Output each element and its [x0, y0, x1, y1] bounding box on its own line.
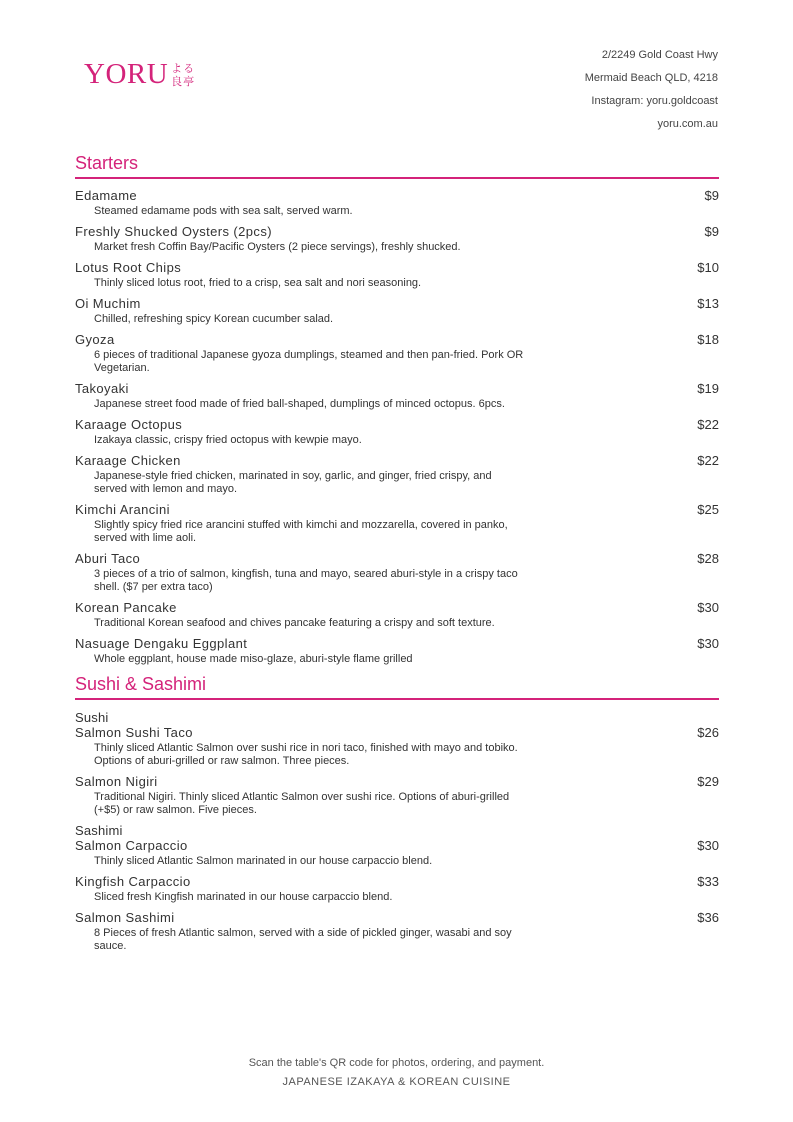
item-price: $19	[697, 381, 719, 396]
item-price: $30	[697, 838, 719, 853]
menu	[75, 151, 719, 959]
item-price: $30	[697, 636, 719, 651]
menu-item-kimchi-arancini	[75, 502, 719, 545]
item-name: Oi Muchim	[75, 296, 141, 311]
item-price: $22	[697, 453, 719, 468]
item-name: Nasuage Dengaku Eggplant	[75, 636, 248, 651]
item-price: $9	[704, 224, 719, 239]
item-description: Slightly spicy fried rice arancini stuffed with kimchi and mozzarella, covered in panko, served with lime aoli.	[94, 519, 508, 544]
footer-qr-note: Scan the table's QR code for photos, ordering, and payment.	[248, 1057, 545, 1069]
item-description: Thinly sliced Atlantic Salmon marinated in our house carpaccio blend.	[94, 855, 433, 867]
item-name: Karaage Chicken	[75, 453, 181, 468]
yoru-logo	[84, 60, 195, 89]
menu-item-eggplant	[75, 636, 719, 666]
item-description: Sliced fresh Kingfish marinated in our house carpaccio blend.	[94, 891, 393, 903]
item-description: 8 Pieces of fresh Atlantic salmon, served with a side of pickled ginger, wasabi and soy sauce.	[94, 927, 512, 952]
logo-japanese-characters	[171, 62, 195, 88]
item-price: $9	[704, 188, 719, 203]
item-description: Steamed edamame pods with sea salt, served warm.	[94, 205, 353, 217]
item-name: Salmon Sashimi	[75, 910, 175, 925]
item-price: $10	[697, 260, 719, 275]
menu-item-takoyaki	[75, 381, 719, 411]
item-name: Freshly Shucked Oysters (2pcs)	[75, 224, 272, 239]
website-link[interactable]: yoru.com.au	[657, 118, 718, 130]
item-price: $13	[697, 296, 719, 311]
logo-wordmark: YORU	[84, 58, 169, 90]
item-description: Traditional Nigiri. Thinly sliced Atlantic Salmon over sushi rice. Options of aburi-grilled (+$5) or raw salmon. Five pieces.	[94, 791, 510, 816]
item-description: Chilled, refreshing spicy Korean cucumber salad.	[94, 313, 334, 325]
menu-item-lotus-root-chips	[75, 260, 719, 290]
address-line-1: 2/2249 Gold Coast Hwy	[601, 49, 718, 61]
page-footer	[0, 1054, 793, 1092]
sushi-subheading: Sushi	[75, 710, 109, 725]
item-name: Salmon Carpaccio	[75, 838, 188, 853]
starters-section	[75, 151, 719, 666]
item-description: Whole eggplant, house made miso-glaze, aburi-style flame grilled	[94, 653, 413, 665]
sushi-sashimi-title: Sushi & Sashimi	[75, 672, 719, 700]
starters-title: Starters	[75, 151, 719, 179]
item-description: Izakaya classic, crispy fried octopus with kewpie mayo.	[94, 434, 362, 446]
item-name: Lotus Root Chips	[75, 260, 182, 275]
logo-jp-bottom: 良亭	[171, 74, 196, 88]
item-description: Market fresh Coffin Bay/Pacific Oysters (2 piece servings), freshly shucked.	[94, 241, 461, 253]
restaurant-address-block	[585, 44, 718, 136]
item-name: Gyoza	[75, 332, 115, 347]
item-description: Japanese-style fried chicken, marinated in soy, garlic, and ginger, fried crispy, and served with lemon and mayo.	[94, 470, 492, 495]
item-description: 3 pieces of a trio of salmon, kingfish, tuna and mayo, seared aburi-style in a crispy taco shell. ($7 per extra taco)	[94, 568, 518, 593]
item-price: $30	[697, 600, 719, 615]
menu-item-oi-muchim	[75, 296, 719, 326]
item-name: Salmon Nigiri	[75, 774, 158, 789]
item-name: Kingfish Carpaccio	[75, 874, 191, 889]
menu-item-edamame	[75, 188, 719, 218]
menu-item-oysters	[75, 224, 719, 254]
logo-jp-top: よる	[171, 61, 196, 75]
menu-item-salmon-nigiri	[75, 774, 719, 817]
item-name: Korean Pancake	[75, 600, 177, 615]
item-description: Japanese street food made of fried ball-shaped, dumplings of minced octopus. 6pcs.	[94, 398, 505, 410]
item-name: Karaage Octopus	[75, 417, 183, 432]
item-name: Salmon Sushi Taco	[75, 725, 193, 740]
address-line-2: Mermaid Beach QLD, 4218	[584, 72, 718, 84]
item-name: Aburi Taco	[75, 551, 141, 566]
sashimi-subheading: Sashimi	[75, 823, 123, 838]
footer-cuisine-tagline: JAPANESE IZAKAYA & KOREAN CUISINE	[282, 1076, 511, 1088]
item-name: Takoyaki	[75, 381, 129, 396]
item-name: Kimchi Arancini	[75, 502, 170, 517]
menu-item-aburi-taco	[75, 551, 719, 594]
item-price: $33	[697, 874, 719, 889]
menu-item-gyoza	[75, 332, 719, 375]
item-description: Thinly sliced lotus root, fried to a crisp, sea salt and nori seasoning.	[94, 277, 422, 289]
item-price: $26	[697, 725, 719, 740]
menu-item-salmon-sashimi	[75, 910, 719, 953]
item-name: Edamame	[75, 188, 138, 203]
item-price: $18	[697, 332, 719, 347]
item-description: Thinly sliced Atlantic Salmon over sushi rice in nori taco, finished with mayo and tobiko. Options of aburi-grilled or raw salmon. Three pieces.	[94, 742, 518, 767]
item-description: Traditional Korean seafood and chives pancake featuring a crispy and soft texture.	[94, 617, 495, 629]
item-price: $22	[697, 417, 719, 432]
menu-item-korean-pancake	[75, 600, 719, 630]
item-price: $29	[697, 774, 719, 789]
menu-item-salmon-sushi-taco	[75, 725, 719, 768]
item-description: 6 pieces of traditional Japanese gyoza dumplings, steamed and then pan-fried. Pork OR Vegetarian.	[94, 349, 524, 374]
item-price: $28	[697, 551, 719, 566]
item-price: $36	[697, 910, 719, 925]
item-price: $25	[697, 502, 719, 517]
menu-item-kingfish-carpaccio	[75, 874, 719, 904]
menu-item-karaage-octopus	[75, 417, 719, 447]
menu-item-salmon-carpaccio	[75, 838, 719, 868]
instagram-handle: Instagram: yoru.goldcoast	[591, 95, 718, 107]
menu-item-karaage-chicken	[75, 453, 719, 496]
sushi-sashimi-section	[75, 672, 719, 953]
